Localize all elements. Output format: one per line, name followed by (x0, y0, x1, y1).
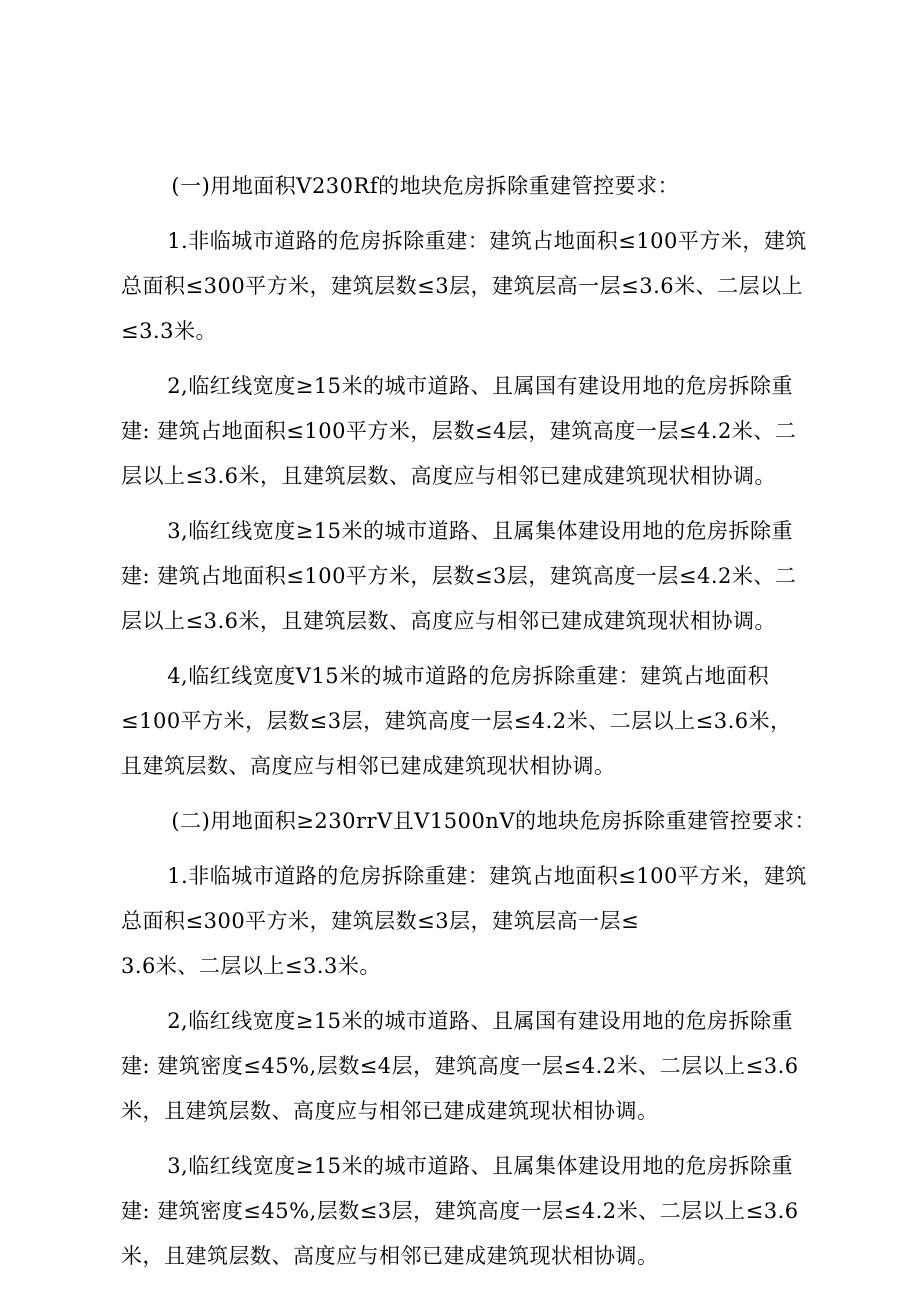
section-2-item-2: 2,临红线宽度≥15米的城市道路、且属国有建设用地的危房拆除重 建: 建筑密度≤45%,层数≤4层，建筑高度一层≤4.2米、二层以上≤3.6 米，且建筑层数、高度应与相邻已建成建筑现状相协调。 (121, 1009, 799, 1123)
section-2-heading: (二)用地面积≥230rrV且V1500nV的地块危房拆除重建管控要求： (171, 809, 816, 833)
section-1-heading: (一)用地面积V230Rf的地块危房拆除重建管控要求： (171, 174, 680, 198)
section-2-item-3: 3,临红线宽度≥15米的城市道路、且属集体建设用地的危房拆除重 建: 建筑密度≤45%,层数≤3层，建筑高度一层≤4.2米、二层以上≤3.6 米，且建筑层数、高度应与相邻已建成建筑现状相协调。 (121, 1154, 799, 1268)
document-body (121, 164, 827, 1289)
section-1-item-4: 4,临红线宽度V15米的城市道路的危房拆除重建：建筑占地面积 ≤100平方米，层数≤3层，建筑高度一层≤4.2米、二层以上≤3.6米， 且建筑层数、高度应与相邻已建成建筑现状相协调。 (121, 664, 792, 778)
section-1-item-1: 1.非临城市道路的危房拆除重建：建筑占地面积≤100平方米，建筑 总面积≤300平方米，建筑层数≤3层，建筑层高一层≤3.6米、二层以上 ≤3.3米。 (121, 229, 807, 343)
section-1-item-3: 3,临红线宽度≥15米的城市道路、且属集体建设用地的危房拆除重 建: 建筑占地面积≤100平方米，层数≤3层，建筑高度一层≤4.2米、二 层以上≤3.6米，且建筑层数、高度应与相邻已建成建筑现状相协调。 (121, 519, 797, 633)
section-2-item-1: 1.非临城市道路的危房拆除重建：建筑占地面积≤100平方米，建筑 总面积≤300平方米，建筑层数≤3层，建筑层高一层≤ 3.6米、二层以上≤3.3米。 (121, 864, 807, 978)
section-1-item-2: 2,临红线宽度≥15米的城市道路、且属国有建设用地的危房拆除重 建: 建筑占地面积≤100平方米，层数≤4层，建筑高度一层≤4.2米、二 层以上≤3.6米，且建筑层数、高度应与相邻已建成建筑现状相协调。 (121, 374, 797, 488)
